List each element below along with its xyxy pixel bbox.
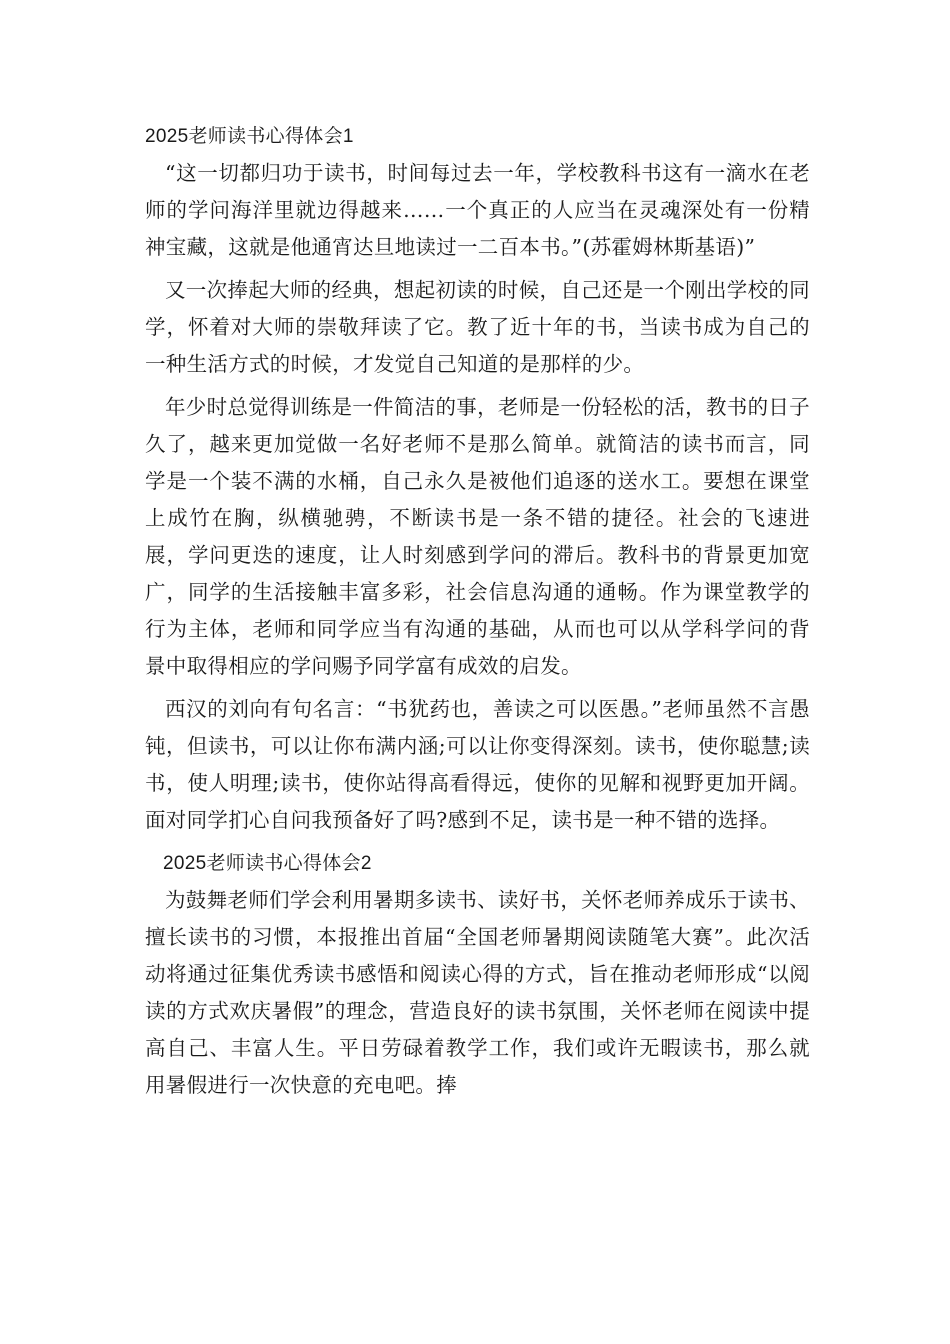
section-2-title: 2025老师读书心得体会2 (163, 853, 372, 874)
section-1-paragraph-1: “这一切都归功于读书，时间每过去一年，学校教科书这有一滴水在老师的学问海洋里就边得越来……一个真正的人应当在灵魂深处有一份精神宝藏，这就是他通宵达旦地读过一二百本书。”(苏霍姆林斯基语)” (145, 161, 810, 259)
section-2-paragraph-1: 为鼓舞老师们学会利用暑期多读书、读好书，关怀老师养成乐于读书、擅长读书的习惯，本报推出首届“全国老师暑期阅读随笔大赛”。此次活动将通过征集优秀读书感悟和阅读心得的方式，旨在推动老师形成“以阅读的方式欢庆暑假”的理念，营造良好的读书氛围，关怀老师在阅读中提高自己、丰富人生。平日劳碌着教学工作，我们或许无暇读书，那么就用暑假进行一次快意的充电吧。捧 (145, 888, 810, 1097)
section-1-paragraph-4: 西汉的刘向有句名言：“书犹药也，善读之可以医愚。”老师虽然不言愚钝，但读书，可以让你布满内涵;可以让你变得深刻。读书，使你聪慧;读书，使人明理;读书，使你站得高看得远，使你的见解和视野更加开阔。面对同学扪心自问我预备好了吗?感到不足，读书是一种不错的选择。 (145, 697, 810, 832)
section-1-paragraph-2: 又一次捧起大师的经典，想起初读的时候，自己还是一个刚出学校的同学，怀着对大师的崇敬拜读了它。教了近十年的书，当读书成为自己的一种生活方式的时候，才发觉自己知道的是那样的少。 (145, 278, 810, 376)
section-1-title: 2025老师读书心得体会1 (145, 126, 354, 147)
section-1-paragraph-3: 年少时总觉得训练是一件简洁的事，老师是一份轻松的活，教书的日子久了，越来更加觉做一名好老师不是那么简单。就简洁的读书而言，同学是一个装不满的水桶，自己永久是被他们追逐的送水工。要想在课堂上成竹在胸，纵横驰骋，不断读书是一条不错的捷径。社会的飞速进展，学问更迭的速度，让人时刻感到学问的滞后。教科书的背景更加宽广，同学的生活接触丰富多彩，社会信息沟通的通畅。作为课堂教学的行为主体，老师和同学应当有沟通的基础，从而也可以从学科学问的背景中取得相应的学问赐予同学富有成效的启发。 (145, 395, 810, 678)
document-page (145, 118, 810, 1110)
